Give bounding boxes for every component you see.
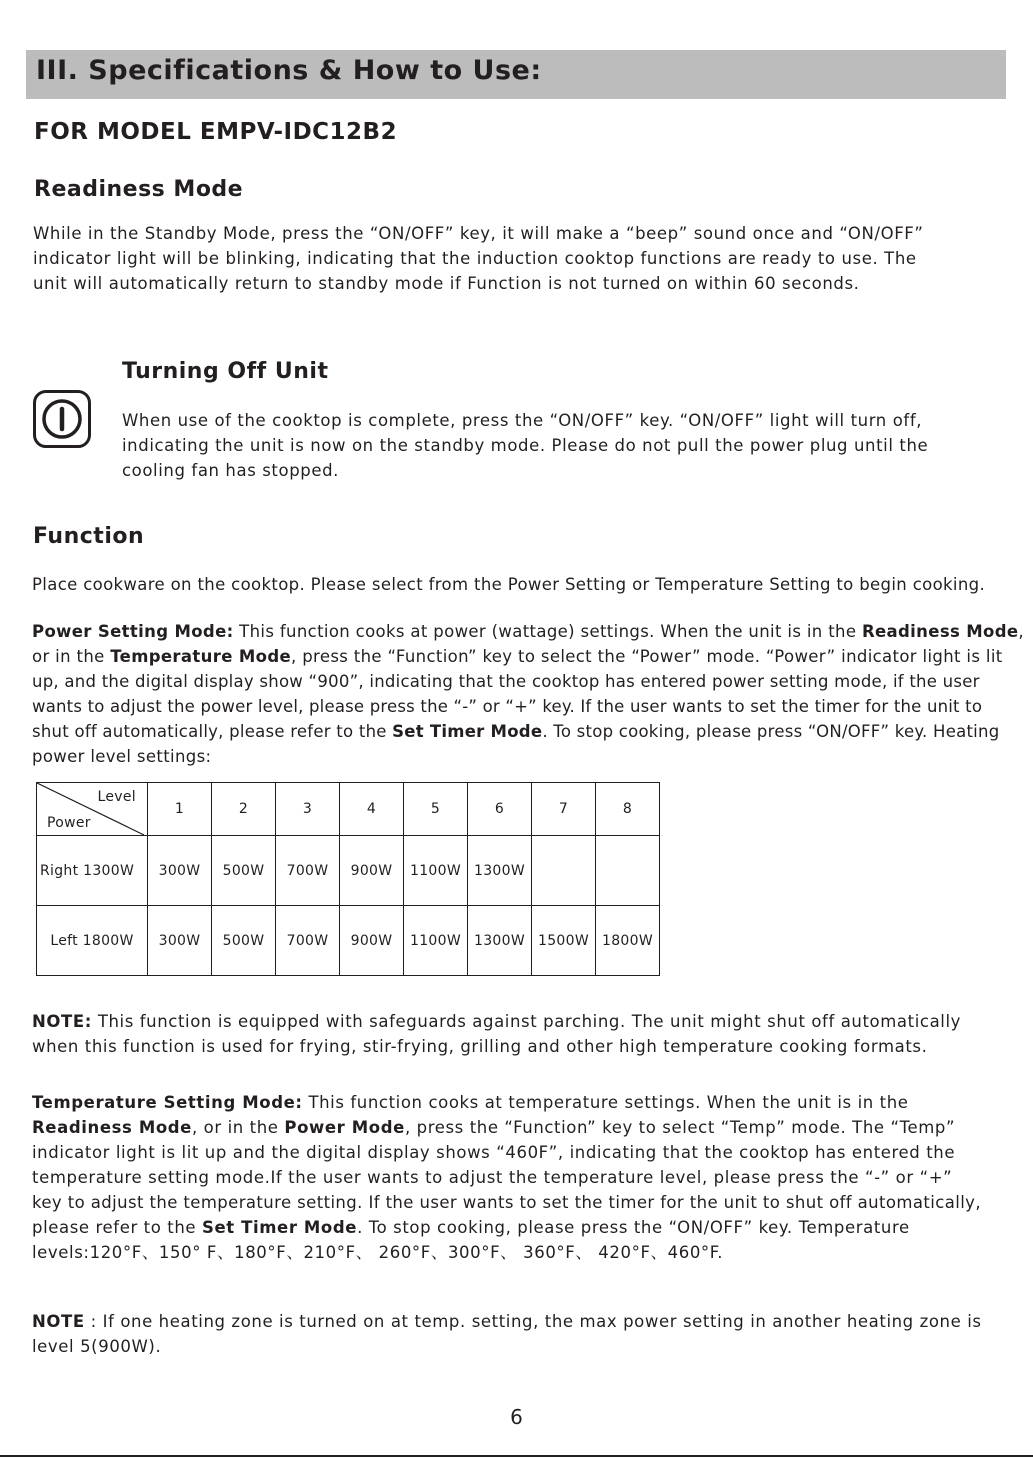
table-row — [37, 836, 660, 906]
model-heading: FOR MODEL EMPV-IDC12B2 — [34, 119, 398, 145]
note-line: level 5(900W). — [32, 1337, 162, 1356]
table-corner-cell — [37, 783, 148, 836]
readiness-heading: Readiness Mode — [34, 177, 244, 202]
power-mode-text — [32, 619, 1024, 769]
power-icon — [33, 390, 91, 448]
power-mode-line: up, and the digital display show “900”, indicating that the cooktop has entered power setting mode, if the user — [32, 672, 980, 691]
power-mode-line: wants to adjust the power level, please press the “-” or “+” key. If the user wants to set the timer for the unit to — [32, 697, 983, 716]
table-cell: 700W — [276, 906, 340, 976]
level-header: 6 — [468, 783, 532, 836]
turn-off-line: When use of the cooktop is complete, press the “ON/OFF” key. “ON/OFF” light will turn off, — [122, 411, 923, 430]
power-level-table — [36, 782, 660, 976]
bottom-rule — [0, 1455, 1033, 1457]
level-header: 5 — [404, 783, 468, 836]
table-cell: 700W — [276, 836, 340, 906]
table-cell: 900W — [340, 906, 404, 976]
note-line: NOTE: This function is equipped with safeguards against parching. The unit might shut off automatically — [32, 1012, 962, 1031]
row-label: Left 1800W — [37, 906, 148, 976]
table-cell: 1500W — [532, 906, 596, 976]
power-mode-line: Power Setting Mode: This function cooks at power (wattage) settings. When the unit is in the Readiness Mode, — [32, 622, 1025, 641]
table-row — [37, 906, 660, 976]
level-header: 7 — [532, 783, 596, 836]
level-header: 8 — [596, 783, 660, 836]
table-cell: 1800W — [596, 906, 660, 976]
readiness-line: unit will automatically return to standby mode if Function is not turned on within 60 seconds. — [33, 274, 860, 293]
table-cell — [596, 836, 660, 906]
table-cell: 500W — [212, 836, 276, 906]
turn-off-heading: Turning Off Unit — [122, 359, 329, 384]
temp-mode-text — [32, 1090, 981, 1265]
section-title: III. Specifications & How to Use: — [36, 55, 542, 86]
level-header: 2 — [212, 783, 276, 836]
row-label: Right 1300W — [37, 836, 148, 906]
function-intro: Place cookware on the cooktop. Please select from the Power Setting or Temperature Setting to begin cooking. — [32, 575, 986, 594]
level-header: 3 — [276, 783, 340, 836]
turn-off-text — [122, 408, 928, 483]
readiness-line: While in the Standby Mode, press the “ON/OFF” key, it will make a “beep” sound once and “ON/OFF” — [33, 224, 924, 243]
table-cell: 900W — [340, 836, 404, 906]
table-cell: 1300W — [468, 836, 532, 906]
function-heading: Function — [33, 524, 145, 549]
note-line: NOTE : If one heating zone is turned on at temp. setting, the max power setting in another heating zone is — [32, 1312, 982, 1331]
power-mode-line: or in the Temperature Mode, press the “Function” key to select the “Power” mode. “Power” indicator light is lit — [32, 647, 1003, 666]
temp-mode-line: temperature setting mode.If the user wants to adjust the temperature level, please press the “-” or “+” — [32, 1168, 953, 1187]
level-header: 4 — [340, 783, 404, 836]
page-number: 6 — [510, 1405, 523, 1429]
turn-off-line: indicating the unit is now on the standby mode. Please do not pull the power plug until the — [122, 436, 929, 455]
temp-mode-line: Readiness Mode, or in the Power Mode, press the “Function” key to select “Temp” mode. The “Temp” — [32, 1118, 956, 1137]
power-mode-line: shut off automatically, please refer to the Set Timer Mode. To stop cooking, please press “ON/OFF” key. Heating — [32, 722, 1000, 741]
note-temp-zone — [32, 1309, 982, 1359]
table-cell: 1100W — [404, 906, 468, 976]
temp-mode-line: Temperature Setting Mode: This function cooks at temperature settings. When the unit is in the — [32, 1093, 909, 1112]
level-header: 1 — [148, 783, 212, 836]
power-axis-label: Power — [47, 815, 91, 831]
readiness-text — [33, 221, 924, 296]
table-cell: 500W — [212, 906, 276, 976]
readiness-line: indicator light will be blinking, indicating that the induction cooktop functions are ready to use. The — [33, 249, 917, 268]
temp-mode-line: indicator light is lit up and the digital display shows “460F”, indicating that the cooktop has entered the — [32, 1143, 956, 1162]
temp-mode-line: please refer to the Set Timer Mode. To stop cooking, please press the “ON/OFF” key. Temperature — [32, 1218, 910, 1237]
note-safeguard — [32, 1009, 961, 1059]
table-cell: 1300W — [468, 906, 532, 976]
note-line: when this function is used for frying, stir-frying, grilling and other high temperature cooking formats. — [32, 1037, 928, 1056]
table-cell: 1100W — [404, 836, 468, 906]
level-axis-label: Level — [97, 789, 136, 805]
table-cell — [532, 836, 596, 906]
table-cell: 300W — [148, 906, 212, 976]
temp-mode-line: key to adjust the temperature setting. If the user wants to set the timer for the unit to shut off automatically, — [32, 1193, 981, 1212]
table-cell: 300W — [148, 836, 212, 906]
turn-off-line: cooling fan has stopped. — [122, 461, 340, 480]
temp-mode-line: levels:120°F、150° F、180°F、210°F、 260°F、300°F、 360°F、 420°F、460°F. — [32, 1243, 724, 1262]
power-mode-line: power level settings: — [32, 747, 212, 766]
